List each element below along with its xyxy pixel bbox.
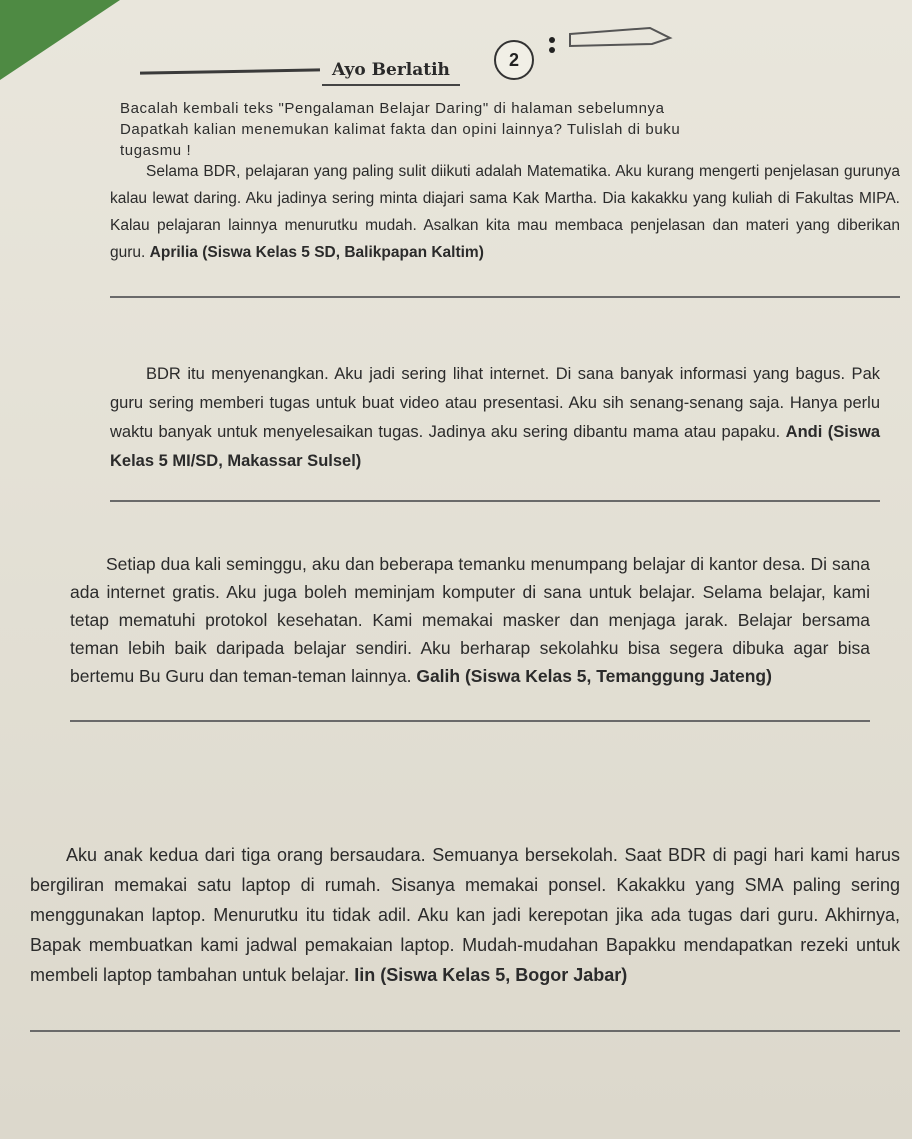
testimony-box bbox=[110, 360, 880, 502]
background-cover bbox=[0, 0, 120, 80]
pencil-icon bbox=[540, 20, 680, 60]
testimony-author: Iin (Siswa Kelas 5, Bogor Jabar) bbox=[354, 965, 628, 985]
section-number-badge: 2 bbox=[494, 40, 534, 80]
instruction-line: tugasmu ! bbox=[120, 142, 192, 159]
testimony-text: Setiap dua kali seminggu, aku dan beberapa temanku menumpang belajar di kantor desa. Di sana ada internet gratis. Aku juga boleh meminjam komputer di sana untuk belajar. Selama belajar, kami tetap mematuhi protokol kesehatan. Kami memakai masker dan menjaga jarak. Belajar bersama teman lebih baik daripada belajar sendiri. Aku berharap sekolahku bisa segera dibuka agar bisa bertemu Bu Guru dan teman-teman lainnya. bbox=[70, 554, 870, 686]
testimony-box bbox=[30, 840, 900, 1032]
header-rule bbox=[140, 68, 320, 74]
testimony-author: Aprilia (Siswa Kelas 5 SD, Balikpapan Kaltim) bbox=[149, 244, 484, 261]
testimony-author: Galih (Siswa Kelas 5, Temanggung Jateng) bbox=[416, 666, 772, 686]
instruction-line: Dapatkah kalian menemukan kalimat fakta dan opini lainnya? Tulislah di buku bbox=[120, 121, 681, 138]
testimony-author: Andi (Siswa Kelas 5 MI/SD, Makassar Sulsel) bbox=[110, 423, 880, 470]
testimony-text: BDR itu menyenangkan. Aku jadi sering lihat internet. Di sana banyak informasi yang bagus. Pak guru sering memberi tugas untuk buat video atau presentasi. Aku sih senang-senang saja. Hanya perlu waktu banyak untuk menyelesaikan tugas. Jadinya aku sering dibantu mama atau papaku. bbox=[110, 365, 880, 441]
testimony-box bbox=[110, 158, 900, 298]
instruction-line: Bacalah kembali teks "Pengalaman Belajar Daring" di halaman sebelumnya bbox=[120, 100, 665, 117]
testimony-text: Aku anak kedua dari tiga orang bersaudara. Semuanya bersekolah. Saat BDR di pagi hari kami harus bergiliran memakai satu laptop di rumah. Sisanya memakai ponsel. Kakakku yang SMA paling sering menggunakan laptop. Menurutku itu tidak adil. Aku kan jadi kerepotan jika ada tugas dari guru. Akhirnya, Bapak membuatkan kami jadwal pemakaian laptop. Mudah-mudahan Bapakku mendapatkan rezeki untuk membeli laptop tambahan untuk belajar. bbox=[30, 845, 900, 985]
section-title: Ayo Berlatih bbox=[322, 56, 460, 86]
testimony-text: Selama BDR, pelajaran yang paling sulit diikuti adalah Matematika. Aku kurang mengerti penjelasan gurunya kalau lewat daring. Aku jadinya sering minta diajari sama Kak Martha. Dia kakakku yang kuliah di Fakultas MIPA. Kalau pelajaran lainnya menurutku mudah. Asalkan kita mau membaca penjelasan dan materi yang diberikan guru. bbox=[110, 163, 900, 261]
instructions bbox=[120, 98, 900, 161]
testimony-box bbox=[70, 550, 870, 722]
